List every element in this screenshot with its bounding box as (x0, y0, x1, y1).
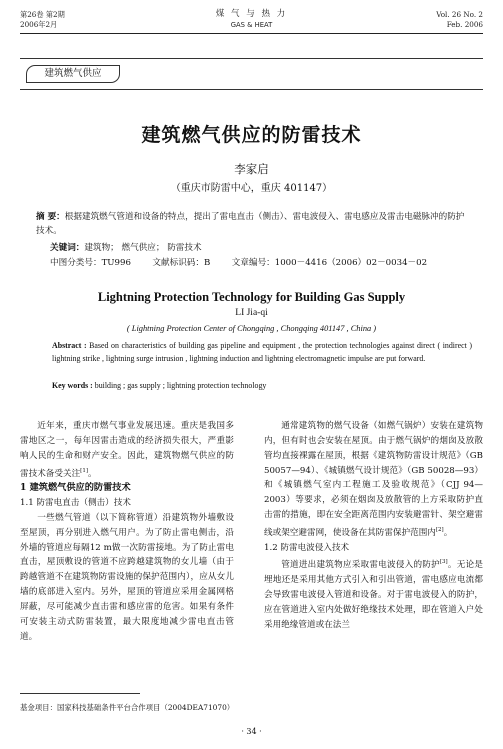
equipment-end: 。 (443, 527, 453, 538)
header-journal-en: GAS & HEAT (230, 21, 273, 29)
page-number: · 34 · (241, 727, 262, 736)
intro-text: 近年来，重庆市燃气事业发展迅速。重庆是我国多雷地区之一，每年因雷击造成的经济损失很大，严重影响人民的生命和财产安全。因此，建筑物燃气供应的防雷技术备受关注 (20, 421, 234, 479)
keywords-cn-label: 关键词： (50, 243, 85, 253)
affiliation-en: ( Lightning Protection Center of Chongqing , Chongqing 401147 , China ) (126, 324, 377, 333)
abstract-cn (36, 210, 470, 238)
keywords-en (52, 379, 472, 392)
author-en: LI Jia-qi (235, 308, 268, 318)
header-volume-cn: 第26卷 第2期 (20, 10, 65, 19)
document-code: 文献标识码：B (152, 258, 211, 268)
section-tab: 建筑燃气供应 (26, 65, 120, 83)
keywords-en-text: building ; gas supply ; lightning protection technology (94, 381, 267, 390)
paper-title-cn: 建筑燃气供应的防雷技术 (141, 124, 362, 146)
clc-number: 中图分类号：TU996 (50, 258, 131, 268)
keywords-cn (50, 241, 484, 255)
citation-2: [2] (435, 526, 444, 533)
surge-text-cont: 。无论是埋地还是采用其他方式引入和引出管道，雷电感应电流都会导致雷电波侵入管道和设备。对于雷电波侵入的防护，应在管道进入室内处做好绝缘技术处理，即在管道入户处采用绝缘管道或在法兰 (264, 560, 483, 630)
abstract-cn-label: 摘 要： (36, 212, 65, 222)
classification-line (50, 256, 490, 270)
equipment-paragraph (264, 419, 483, 541)
abstract-en-text: Based on characteristics of building gas pipeline and equipment , the protection technologies against direct ( indirect ) lightning strike , lightning surge intrusion , lightning induction and lightning electromagnetic impulse are put forward. (52, 341, 473, 363)
footnote-funding: 基金项目：国家科技基础条件平台合作项目（2004DEA71070） (20, 703, 235, 712)
surge-text: 管道进出建筑物应采取雷电波侵入的防护 (281, 560, 440, 571)
equipment-text: 通常建筑物的燃气设备（如燃气锅炉）安装在建筑物内，但有时也会安装在屋顶。由于燃气锅炉的烟囱及放散管均直接裸露在屋顶，根据《建筑物防雷设计规范》（GB 50057—94）、《城镇燃气设计规范》（GB 50028—93）和《城镇燃气室内工程施工及验收规范》（CJJ 94—2003）等要求，必须在烟囱及放散管的上方采取防护直击雷的措施，即在安全距离范围内安装避雷针、架空避雷线或架空避雷网，使设备在其防雷保护范围内 (264, 421, 483, 538)
citation-1: [1] (80, 467, 88, 474)
abstract-en (52, 339, 472, 365)
section-1-2-heading: 1.2 防雷电波侵入技术 (264, 542, 350, 553)
keywords-cn-text: 建筑物； 燃气供应； 防雷技术 (84, 243, 202, 253)
intro-paragraph (20, 419, 234, 481)
footnote-rule (20, 693, 140, 694)
citation-3: [3] (439, 559, 448, 566)
body-left-column (20, 419, 234, 645)
section-1-2-paragraph (264, 555, 483, 632)
section-1-1-paragraph: 一些燃气管道（以下简称管道）沿建筑物外墙敷设至屋顶，再分别进入燃气用户。为了防止雷电侧击，沿外墙的管道应每隔12 m做一次防雷接地。为了防止雷电直击，屋顶敷设的管道不应跨越建筑物的女儿墙（由于跨越管道不在建筑物防雷设施的保护范围内），应从女儿墙的底部进入室内。另外，屋顶的管道应采用金属网格屏蔽，尽可能减少直击雷和感应雷的危害。如果有条件可安装主动式防雷装置，最大限度地减少雷电直击管道。 (20, 512, 234, 642)
abstract-en-label: Abstract : (52, 341, 87, 350)
section-1-heading: 1 建筑燃气供应的防雷技术 (20, 482, 131, 494)
keywords-en-label: Key words : (52, 381, 93, 390)
header-rule (20, 33, 483, 34)
section-1-1-heading: 1.1 防雷电直击（侧击）技术 (20, 498, 131, 509)
paper-title-en: Lightning Protection Technology for Building Gas Supply (97, 290, 406, 304)
body-right-column (264, 419, 483, 633)
abstract-cn-text: 根据建筑燃气管道和设备的特点，提出了雷电直击（侧击）、雷电波侵入、雷电感应及雷击电磁脉冲的防护技术。 (36, 212, 465, 236)
header-volume-en: Vol. 26 No. 2 (436, 10, 483, 19)
header-date-cn: 2006年2月 (20, 20, 58, 29)
section-banner (20, 58, 483, 90)
header-date-en: Feb. 2006 (446, 20, 483, 29)
article-number: 文章编号：1000－4416（2006）02－0034－02 (231, 258, 428, 268)
affiliation-cn: （重庆市防雷中心，重庆 401147） (170, 183, 333, 194)
intro-end: 。 (87, 468, 97, 479)
author-cn: 李家启 (234, 162, 269, 176)
header-journal-cn: 煤 气 与 热 力 (215, 9, 288, 19)
